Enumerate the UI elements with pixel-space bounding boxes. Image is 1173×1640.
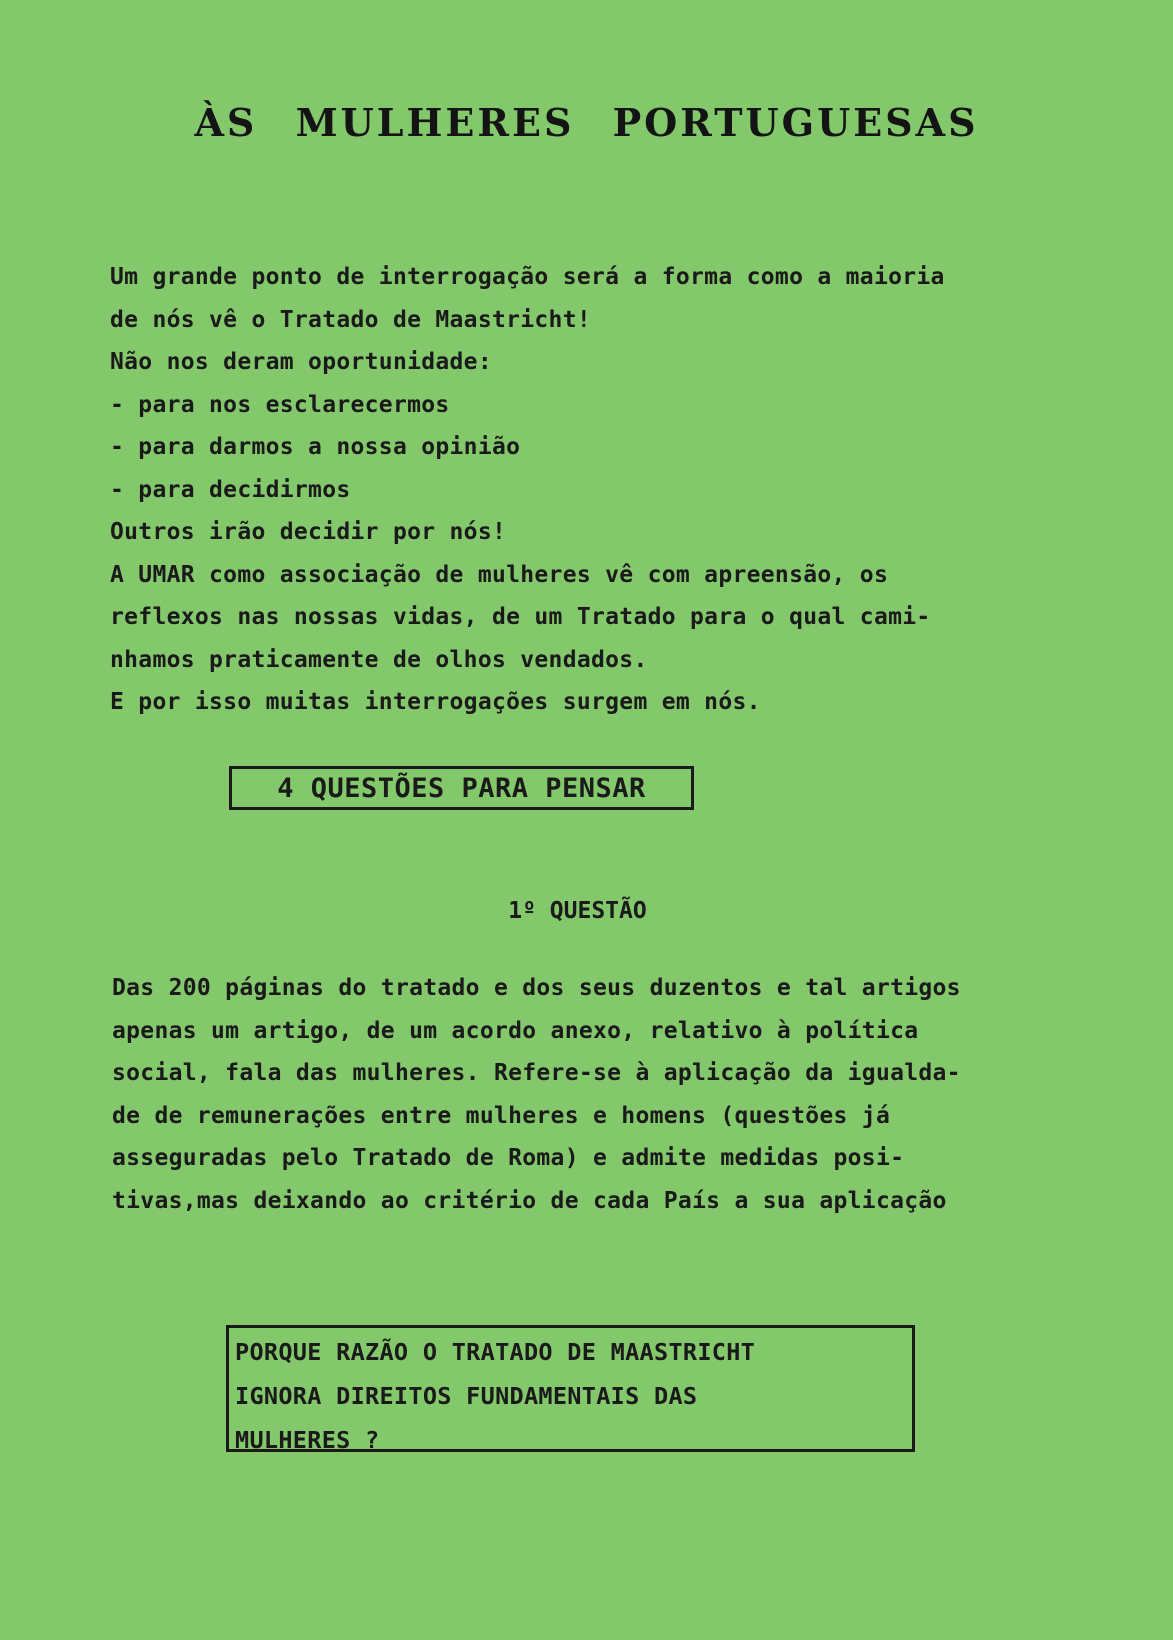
callout-line: IGNORA DIREITOS FUNDAMENTAIS DAS [235, 1382, 698, 1410]
text-line: Outros irão decidir por nós! [110, 519, 507, 545]
text-line: nhamos praticamente de olhos vendados. [110, 646, 648, 673]
question-callout-box [226, 1325, 915, 1452]
text-line: - para nos esclarecermos [110, 391, 450, 418]
text-line: de nós vê o Tratado de Maastricht! [110, 306, 592, 333]
text-line: apenas um artigo, de um acordo anexo, relativo à política [112, 1017, 919, 1044]
text-line: - para decidirmos [110, 476, 351, 503]
page-title: ÀS MULHERES PORTUGUESAS [194, 100, 979, 145]
section-heading-box [229, 766, 694, 810]
text-line: asseguradas pelo Tratado de Roma) e admite medidas posi- [112, 1145, 905, 1171]
text-line: Não nos deram oportunidade: [110, 349, 492, 375]
section-heading: 4 QUESTÕES PARA PENSAR [277, 772, 646, 804]
text-line: reflexos nas nossas vidas, de um Tratado para o qual cami- [110, 604, 931, 630]
question-heading-wrap [0, 898, 1173, 924]
text-line: A UMAR como associação de mulheres vê com apreensão, os [110, 561, 889, 588]
question-text [112, 967, 1072, 1222]
text-line: - para darmos a nossa opinião [110, 434, 521, 460]
callout-line: MULHERES ? [235, 1426, 380, 1454]
text-line: tivas,mas deixando ao critério de cada País a sua aplicação [112, 1187, 947, 1214]
text-line: E por isso muitas interrogações surgem em nós. [110, 689, 761, 715]
text-line: social, fala das mulheres. Refere-se à aplicação da igualda- [112, 1060, 961, 1086]
text-line: Das 200 páginas do tratado e dos seus duzentos e tal artigos [112, 975, 961, 1001]
callout-line: PORQUE RAZÃO O TRATADO DE MAASTRICHT [235, 1338, 756, 1366]
text-line: Um grande ponto de interrogação será a forma como a maioria [110, 264, 945, 290]
text-line: de de remunerações entre mulheres e homens (questões já [112, 1102, 891, 1129]
intro-text [110, 256, 1070, 724]
question-heading: 1º QUESTÃO [508, 898, 647, 924]
